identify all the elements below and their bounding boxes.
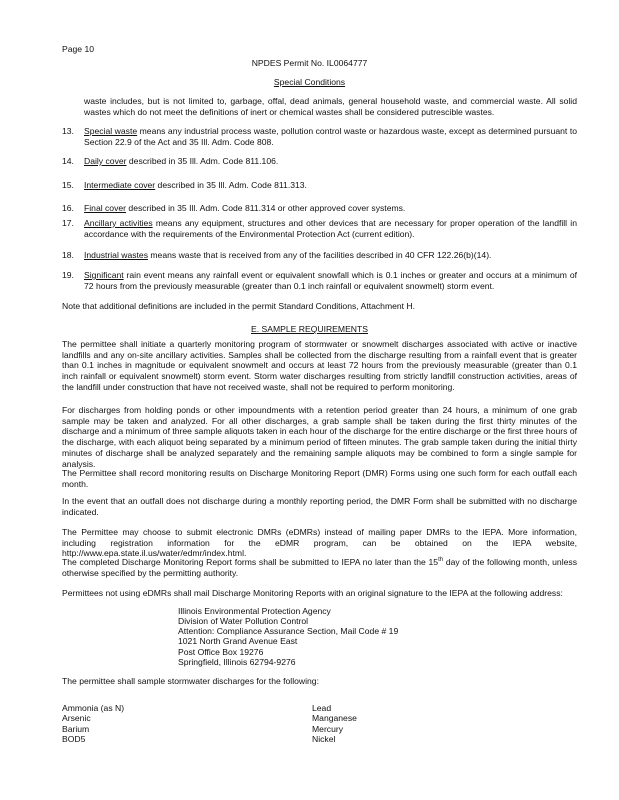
definition-term: Special waste bbox=[84, 126, 138, 136]
definition-term: Industrial wastes bbox=[84, 250, 149, 260]
definition-number: 17. bbox=[62, 218, 74, 228]
parameter-item: Lead bbox=[312, 703, 332, 713]
parameter-list-right bbox=[312, 703, 357, 744]
permit-number: NPDES Permit No. IL0064777 bbox=[251, 58, 368, 68]
page-number: Page 10 bbox=[62, 44, 95, 54]
definition-number: 16. bbox=[62, 203, 74, 213]
definition-number: 15. bbox=[62, 180, 74, 190]
definition-text: means any industrial process waste, pollution control waste or hazardous waste, except as determined pursuant to Section 22.9 of the Act and 35 Ill. Adm. Code 808. bbox=[84, 126, 577, 147]
definitions-note: Note that additional definitions are included in the permit Standard Conditions, Attachment H. bbox=[62, 301, 416, 311]
definition-number: 18. bbox=[62, 250, 74, 260]
section-heading: E. SAMPLE REQUIREMENTS bbox=[251, 324, 368, 334]
parameter-item: Manganese bbox=[312, 713, 357, 724]
paragraph-no-discharge: In the event that an outfall does not discharge during a monthly reporting period, the DMR Form shall be submitted with no discharge indicated. bbox=[62, 496, 577, 517]
definition-number: 19. bbox=[62, 270, 74, 280]
deadline-ordinal-suffix: th bbox=[438, 557, 444, 564]
parameter-item: Mercury bbox=[312, 723, 344, 734]
paragraph-mail-instructions: Permittees not using eDMRs shall mail Discharge Monitoring Reports with an original signature to the IEPA at the following address: bbox=[62, 588, 563, 598]
definition-text: described in 35 Ill. Adm. Code 811.313. bbox=[155, 180, 307, 190]
definition-term: Significant bbox=[84, 270, 124, 280]
parameter-list-left bbox=[62, 703, 124, 744]
deadline-text-a: The completed Discharge Monitoring Report forms shall be submitted to IEPA no later than the 15 bbox=[62, 557, 439, 567]
definition-text: means any equipment, structures and other devices that are necessary for proper operation of the landfill in accordance with the requirements of the Environmental Protection Act (current edition). bbox=[84, 218, 577, 239]
paragraph-monitoring-program: The permittee shall initiate a quarterly monitoring program of stormwater or snowmelt discharges associated with active or inactive landfills and any on-site ancillary activities. Samples shall be collected from the discharge resulting from a rainfall event that is greater than 0.1 inches in magnitude or equivalent snowmelt and occurs at least 72 hours from the previously measurable (greater than 0.1 inch rainfall or equivalent snowmelt) storm event. Storm water discharges resulting from strictly landfill construction activities, areas of the landfill under construction that have not received waste, shall not be required to perform monitoring. bbox=[62, 339, 577, 392]
definition-text: rain event means any rainfall event or equivalent snowfall which is 0.1 inches or greater and occurs at a minimum of 72 hours from the previously measurable (greater than 0.1 inch rainfall or equivalent snowmelt) storm event. bbox=[84, 270, 577, 291]
paragraph-sample-parameters: The permittee shall sample stormwater discharges for the following: bbox=[62, 676, 319, 686]
definition-term: Final cover bbox=[84, 203, 127, 213]
parameter-item: Barium bbox=[62, 723, 90, 734]
paragraph-submission-deadline bbox=[62, 557, 577, 578]
continuation-text: waste includes, but is not limited to, garbage, offal, dead animals, general household waste, and commercial waste. All solid wastes which do not meet the definitions of inert or chemical wastes shall be considered putrescible wastes. bbox=[84, 96, 577, 117]
parameter-item: Ammonia (as N) bbox=[62, 703, 125, 713]
parameter-item: Nickel bbox=[312, 733, 336, 744]
definition-term: Daily cover bbox=[84, 156, 127, 166]
address-line: Attention: Compliance Assurance Section, Mail Code # 19 bbox=[178, 626, 399, 637]
address-line: Division of Water Pollution Control bbox=[178, 616, 309, 627]
definition-number: 14. bbox=[62, 156, 74, 166]
paragraph-grab-sample: For discharges from holding ponds or other impoundments with a retention period greater than 24 hours, a minimum of one grab sample may be taken and analyzed. For all other discharges, a grab sample shall be taken during the first thirty minutes of the discharge and a minimum of three sample aliquots taken in each hour of the discharge for the entire discharge or the first three hours of the discharge, with each aliquot being separated by a minimum period of fifteen minutes. The grab sample taken during the initial thirty minutes of discharge shall be analyzed separately and the remaining sample aliquots may be combined to form a single sample for analysis. bbox=[62, 405, 577, 469]
address-line: 1021 North Grand Avenue East bbox=[178, 636, 298, 647]
parameter-item: Arsenic bbox=[62, 713, 91, 724]
paragraph-edmr: The Permittee may choose to submit electronic DMRs (eDMRs) instead of mailing paper DMRs to the IEPA. More information, including registration information for the eDMR program, can be obtained on the IEPA website, http://www.epa.state.il.us/water/edmr/index.html. bbox=[62, 527, 577, 559]
paragraph-dmr-forms: The Permittee shall record monitoring results on Discharge Monitoring Report (DMR) Forms using one such form for each outfall each month. bbox=[62, 468, 577, 489]
address-line: Post Office Box 19276 bbox=[178, 646, 264, 657]
definition-text: described in 35 Ill. Adm. Code 811.314 or other approved cover systems. bbox=[126, 203, 406, 213]
address-line: Illinois Environmental Protection Agency bbox=[178, 606, 331, 616]
deadline-text-b: day of the following month, unless otherwise specified by the permitting authority. bbox=[62, 557, 577, 578]
definition-term: Intermediate cover bbox=[84, 180, 156, 190]
definition-text: described in 35 Ill. Adm. Code 811.106. bbox=[126, 156, 279, 166]
section-title: Special Conditions bbox=[273, 77, 346, 87]
definition-number: 13. bbox=[62, 126, 74, 136]
definition-text: means waste that is received from any of the facilities described in 40 CFR 122.26(b)(14). bbox=[148, 250, 492, 260]
address-line: Springfield, Illinois 62794-9276 bbox=[178, 656, 296, 667]
definition-term: Ancillary activities bbox=[84, 218, 153, 228]
mailing-address bbox=[178, 606, 398, 667]
parameter-item: BOD5 bbox=[62, 733, 86, 744]
